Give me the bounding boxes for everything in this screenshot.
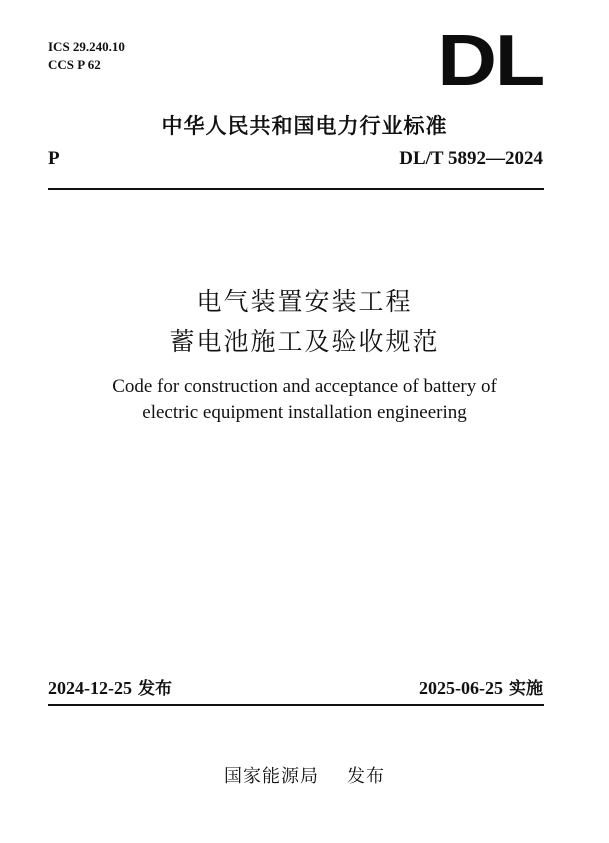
implementation-date-value: 2025-06-25 [419, 678, 503, 698]
title-cn-line1: 电气装置安装工程 [196, 287, 413, 316]
standard-number: DL/T 5892—2024 [399, 148, 543, 169]
classification-codes [48, 38, 125, 74]
implementation-date-label: 实施 [509, 679, 543, 699]
ccs-code: CCS P 62 [48, 57, 101, 72]
title-en-line2: electric equipment installation engineering [142, 402, 467, 423]
title-en-line1: Code for construction and acceptance of battery of [112, 376, 497, 397]
dl-logo: DL [437, 21, 543, 101]
top-divider [48, 188, 544, 190]
issue-date-value: 2024-12-25 [48, 678, 132, 698]
issuer [0, 762, 609, 788]
issue-date-label: 发布 [138, 679, 172, 699]
issuer-name: 国家能源局 [224, 766, 319, 787]
implementation-date [419, 674, 543, 699]
title-cn-line2: 蓄电池施工及验收规范 [169, 327, 440, 356]
ics-code: ICS 29.240.10 [48, 39, 125, 54]
bottom-divider [48, 704, 544, 706]
issuer-label: 发布 [347, 766, 385, 787]
standard-type-heading: 中华人民共和国电力行业标准 [161, 114, 448, 138]
issue-date [48, 674, 172, 699]
category-code: P [48, 148, 60, 169]
